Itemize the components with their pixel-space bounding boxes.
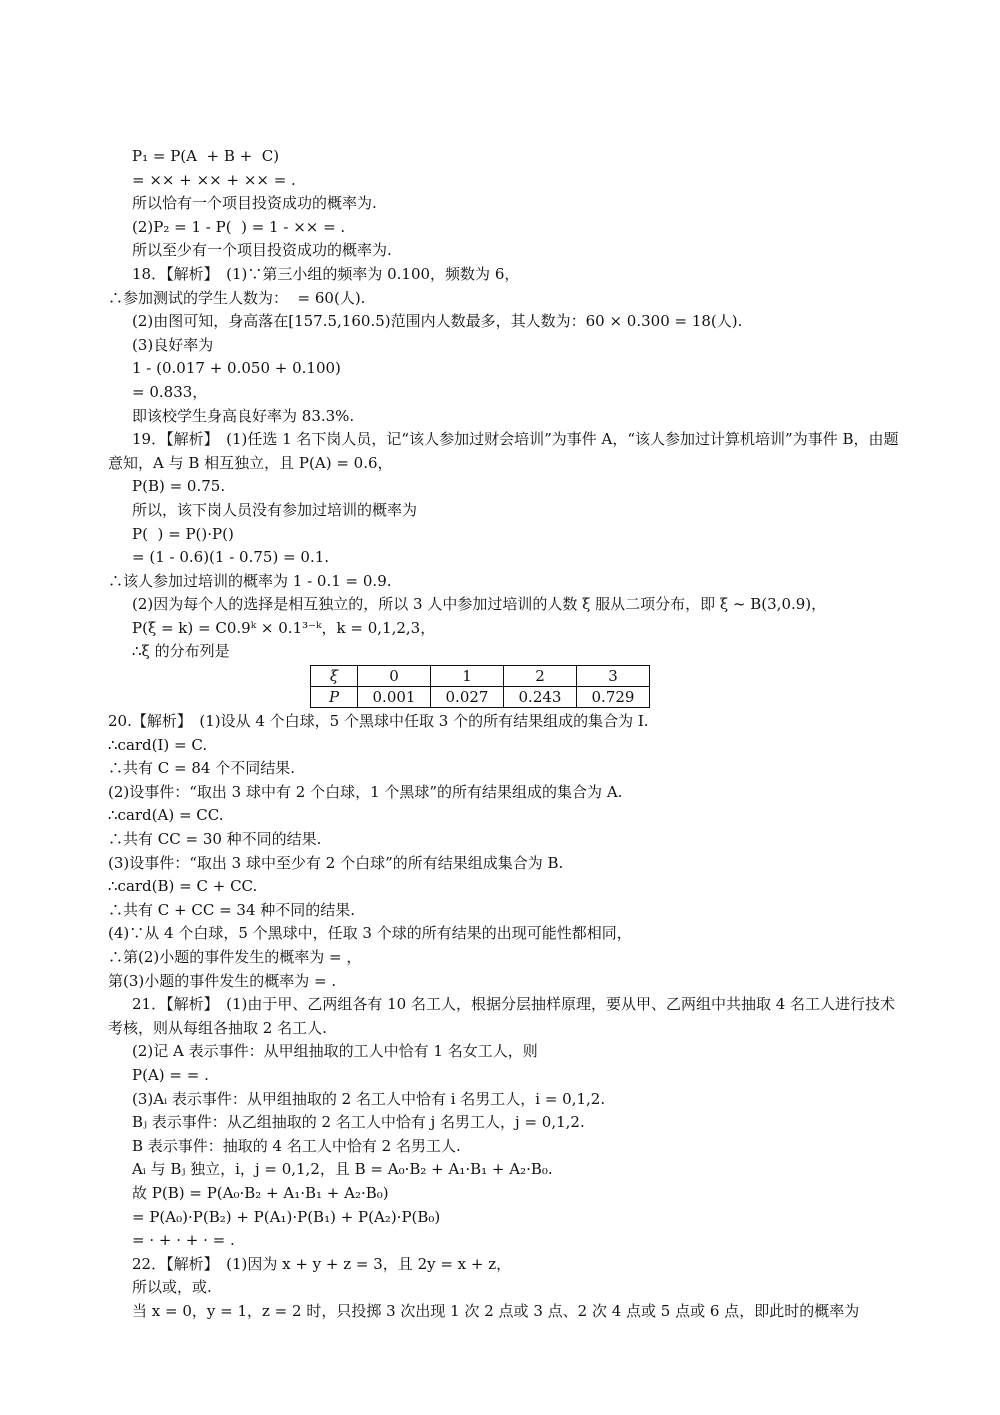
table-cell: 0 (358, 666, 431, 687)
table-header-cell: ξ (311, 666, 358, 687)
text-line: P₁ = P(A + B + C) (132, 147, 280, 165)
table-cell: 0.027 (431, 687, 504, 708)
text-line: ∴参加测试的学生人数为： = 60(人). (108, 288, 366, 307)
text-line: (2)记 A 表示事件：从甲组抽取的工人中恰有 1 名女工人，则 (132, 1042, 538, 1061)
text-line: ∴ξ 的分布列是 (132, 642, 230, 661)
table-cell: 2 (504, 666, 577, 687)
table-cell: 0.243 (504, 687, 577, 708)
text-line: P(A) = = . (132, 1065, 209, 1084)
text-line: = · + · + · = . (132, 1231, 235, 1250)
text-line: P(B) = 0.75. (132, 477, 226, 496)
text-line: Bⱼ 表示事件：从乙组抽取的 2 名工人中恰有 j 名男工人，j = 0,1,2. (132, 1113, 585, 1132)
text-line: = ×× + ×× + ×× = . (132, 170, 296, 189)
question-19-heading: 19．【解析】 (1)任选 1 名下岗人员，记“该人参加过财会培训”为事件 A，“该人参加过计算机培训”为事件 B，由题意知，A 与 B 相互独立，且 P(A) = 0.6， (108, 430, 899, 472)
table-cell: 0.001 (358, 687, 431, 708)
table-cell: 0.729 (577, 687, 650, 708)
text-line: ∴共有 CC = 30 种不同的结果. (108, 830, 322, 849)
text-line: = P(A₀)·P(B₂) + P(A₁)·P(B₁) + P(A₂)·P(B₀) (132, 1207, 441, 1226)
text-line: 即该校学生身高良好率为 83.3%. (132, 406, 355, 425)
question-18-heading: 18．【解析】 (1)∵第三小组的频率为 0.100，频数为 6， (132, 264, 520, 283)
text-line: 所以恰有一个项目投资成功的概率为. (132, 194, 377, 213)
text-line: 所以或，或. (132, 1278, 212, 1297)
text-line: ∴共有 C = 84 个不同结果. (108, 759, 295, 778)
text-line: B 表示事件：抽取的 4 名工人中恰有 2 名男工人. (132, 1136, 461, 1155)
text-line: (4)∵从 4 个白球，5 个黑球中，任取 3 个球的所有结果的出现可能性都相同， (108, 924, 632, 943)
text-line: ∴card(A) = CC. (108, 806, 224, 825)
solution-document (108, 145, 908, 1324)
question-22-heading: 22．【解析】 (1)因为 x + y + z = 3，且 2y = x + z， (132, 1254, 512, 1273)
text-line: (3)良好率为 (132, 335, 214, 354)
text-line: 所以至少有一个项目投资成功的概率为. (132, 241, 392, 260)
text-line: 所以，该下岗人员没有参加过培训的概率为 (132, 500, 418, 519)
text-line: ∴共有 C + CC = 34 种不同的结果. (108, 900, 356, 919)
text-line: ∴该人参加过培训的概率为 1 - 0.1 = 0.9. (108, 571, 392, 590)
text-line: (3)设事件：“取出 3 球中至少有 2 个白球”的所有结果组成集合为 B. (108, 853, 564, 872)
text-line: (2)由图可知，身高落在[157.5,160.5)范围内人数最多，其人数为：60 × 0.300 = 18(人). (132, 312, 743, 331)
text-line: = (1 - 0.6)(1 - 0.75) = 0.1. (132, 548, 330, 567)
text-line: Aᵢ 与 Bⱼ 独立，i，j = 0,1,2，且 B = A₀·B₂ + A₁·B₁ + A₂·B₀. (132, 1160, 553, 1179)
text-line: ∴card(I) = C. (108, 735, 208, 754)
table-cell: 3 (577, 666, 650, 687)
text-line: ∴card(B) = C + CC. (108, 877, 258, 896)
distribution-table (310, 665, 650, 708)
text-line: 当 x = 0，y = 1，z = 2 时，只投掷 3 次出现 1 次 2 点或 3 点、2 次 4 点或 5 点或 6 点，即此时的概率为 (132, 1301, 860, 1320)
text-line: (2)P₂ = 1 - P( ) = 1 - ×× = . (132, 217, 346, 236)
question-20-heading: 20.【解析】 (1)设从 4 个白球，5 个黑球中任取 3 个的所有结果组成的集合为 I. (108, 712, 649, 731)
table-cell: 1 (431, 666, 504, 687)
text-line: 1 - (0.017 + 0.050 + 0.100) (132, 359, 341, 378)
text-line: (3)Aᵢ 表示事件：从甲组抽取的 2 名工人中恰有 i 名男工人，i = 0,1,2. (132, 1089, 606, 1108)
text-line: ∴第(2)小题的事件发生的概率为 = ， (108, 948, 362, 966)
table-row (311, 666, 650, 687)
table-row (311, 687, 650, 708)
question-21-heading: 21．【解析】 (1)由于甲、乙两组各有 10 名工人，根据分层抽样原理，要从甲、乙两组中共抽取 4 名工人进行技术考核，则从每组各抽取 2 名工人. (108, 995, 896, 1037)
text-line: 故 P(B) = P(A₀·B₂ + A₁·B₁ + A₂·B₀) (132, 1183, 389, 1202)
text-line: (2)因为每个人的选择是相互独立的，所以 3 人中参加过培训的人数 ξ 服从二项分布，即 ξ ~ B(3,0.9)， (132, 595, 827, 614)
text-line: 第(3)小题的事件发生的概率为 = . (108, 971, 337, 990)
text-line: = 0.833， (132, 382, 208, 401)
text-line: (2)设事件：“取出 3 球中有 2 个白球，1 个黑球”的所有结果组成的集合为 A. (108, 782, 623, 801)
text-line: P( ) = P()·P() (132, 524, 234, 543)
table-header-cell: P (311, 687, 358, 708)
text-line: P(ξ = k) = C0.9ᵏ × 0.1³⁻ᵏ，k = 0,1,2,3， (132, 618, 436, 637)
